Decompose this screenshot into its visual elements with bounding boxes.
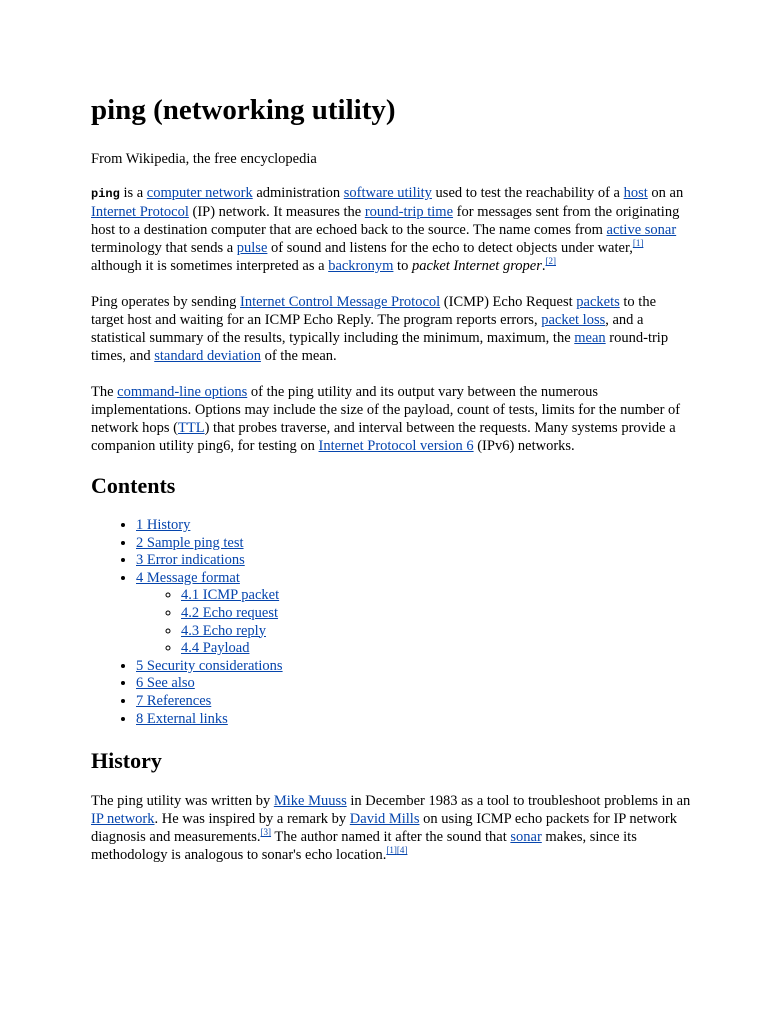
link-packets[interactable]: packets	[576, 294, 620, 310]
ref-link-3[interactable]: [3]	[260, 827, 272, 838]
toc-link-echo-reply[interactable]: 4.3 Echo reply	[181, 622, 266, 639]
toc-link-references[interactable]: 7 References	[136, 692, 212, 709]
italic-expansion: packet Internet groper	[411, 258, 542, 274]
link-internet-protocol[interactable]: Internet Protocol	[91, 204, 189, 220]
ping-code: ping	[91, 187, 120, 201]
page-title: ping (networking utility)	[91, 94, 396, 126]
toc-sublist	[136, 587, 692, 657]
ref-link-1b[interactable]: [1]	[386, 845, 397, 856]
toc-item	[136, 693, 692, 711]
toc-item	[136, 658, 692, 676]
options-paragraph: The command-line options of the ping utility and its output vary between the numerous implementations. Options may include the size of the payload, count of tests, limits for the number of network hops (TTL) that probes traverse, and interval between the requests. Many systems provide a companion utility ping6, for testing on Internet Protocol version 6 (IPv6) networks.	[91, 384, 681, 454]
history-heading: History	[91, 748, 162, 774]
contents-heading: Contents	[91, 473, 176, 498]
toc-link-security-considerations[interactable]: 5 Security considerations	[136, 657, 283, 674]
toc-link-message-format[interactable]: 4 Message format	[136, 569, 240, 586]
ref-link-4[interactable]: [4]	[396, 845, 408, 856]
toc-subitem	[181, 640, 692, 658]
toc-link-history[interactable]: 1 History	[136, 517, 191, 533]
toc-link-external-links[interactable]: 8 External links	[136, 710, 228, 727]
link-icmp[interactable]: Internet Control Message Protocol	[240, 294, 441, 310]
toc-link-sample-ping-test[interactable]: 2 Sample ping test	[136, 534, 244, 551]
toc-item	[136, 517, 692, 535]
toc-link-icmp-packet[interactable]: 4.1 ICMP packet	[181, 587, 280, 604]
toc-link-error-indications[interactable]: 3 Error indications	[136, 552, 245, 569]
table-of-contents	[91, 517, 692, 728]
toc-link-echo-request[interactable]: 4.2 Echo request	[181, 604, 279, 621]
link-ip-network[interactable]: IP network	[91, 811, 155, 828]
toc-item	[136, 552, 692, 570]
toc-item	[136, 711, 692, 729]
toc-subitem	[181, 587, 692, 605]
link-david-mills[interactable]: David Mills	[349, 811, 420, 828]
toc-subitem	[181, 605, 692, 623]
link-packet-loss[interactable]: packet loss	[541, 312, 606, 328]
history-paragraph: The ping utility was written by Mike Muuss in December 1983 as a tool to troubleshoot problems in an IP network. He was inspired by a remark by David Mills on using ICMP echo packets for IP network diagnosis and measurements.[3] The author named it after the sound that sonar makes, since its methodology is analogous to sonar's echo location.[1][4]	[91, 793, 691, 864]
link-software-utility[interactable]: software utility	[343, 185, 432, 201]
link-round-trip-time[interactable]: round-trip time	[364, 204, 454, 220]
toc-item	[136, 570, 692, 658]
reference-2	[546, 256, 557, 266]
ref-link-1[interactable]: [1]	[632, 238, 644, 248]
toc-item	[136, 675, 692, 693]
link-command-line-options[interactable]: command-line options	[117, 384, 248, 400]
link-mean[interactable]: mean	[574, 330, 606, 346]
reference-1	[633, 238, 644, 248]
ref-link-2[interactable]: [2]	[545, 256, 556, 266]
toc-link-see-also[interactable]: 6 See also	[136, 675, 195, 692]
toc-link-payload[interactable]: 4.4 Payload	[181, 640, 250, 657]
operation-paragraph: Ping operates by sending Internet Control Message Protocol (ICMP) Echo Request packets to the target host and waiting for an ICMP Echo Reply. The program reports errors, packet loss, and a statistical summary of the results, typically including the minimum, maximum, the mean round-trip times, and standard deviation of the mean.	[91, 294, 669, 364]
link-host[interactable]: host	[623, 185, 648, 201]
tagline: From Wikipedia, the free encyclopedia	[91, 151, 317, 167]
link-pulse[interactable]: pulse	[236, 240, 268, 256]
reference-1-4	[386, 845, 407, 855]
toc-subitem	[181, 623, 692, 641]
reference-3	[261, 827, 272, 837]
link-computer-network[interactable]: computer network	[146, 185, 253, 201]
intro-paragraph: ping is a computer network administration software utility used to test the reachability of a host on an Internet Protocol (IP) network. It measures the round-trip time for messages sent from the originating host to a destination computer that are echoed back to the source. The name comes from active sonar terminology that sends a pulse of sound and listens for the echo to detect objects under water,[1] although it is sometimes interpreted as a backronym to packet Internet groper.[2]	[91, 185, 684, 274]
link-standard-deviation[interactable]: standard deviation	[154, 348, 261, 364]
link-backronym[interactable]: backronym	[328, 258, 394, 274]
link-ipv6[interactable]: Internet Protocol version 6	[318, 438, 474, 454]
link-sonar[interactable]: sonar	[510, 829, 542, 846]
link-ttl[interactable]: TTL	[178, 420, 205, 436]
link-active-sonar[interactable]: active sonar	[606, 222, 677, 238]
toc-item	[136, 535, 692, 553]
link-mike-muuss[interactable]: Mike Muuss	[273, 793, 347, 810]
